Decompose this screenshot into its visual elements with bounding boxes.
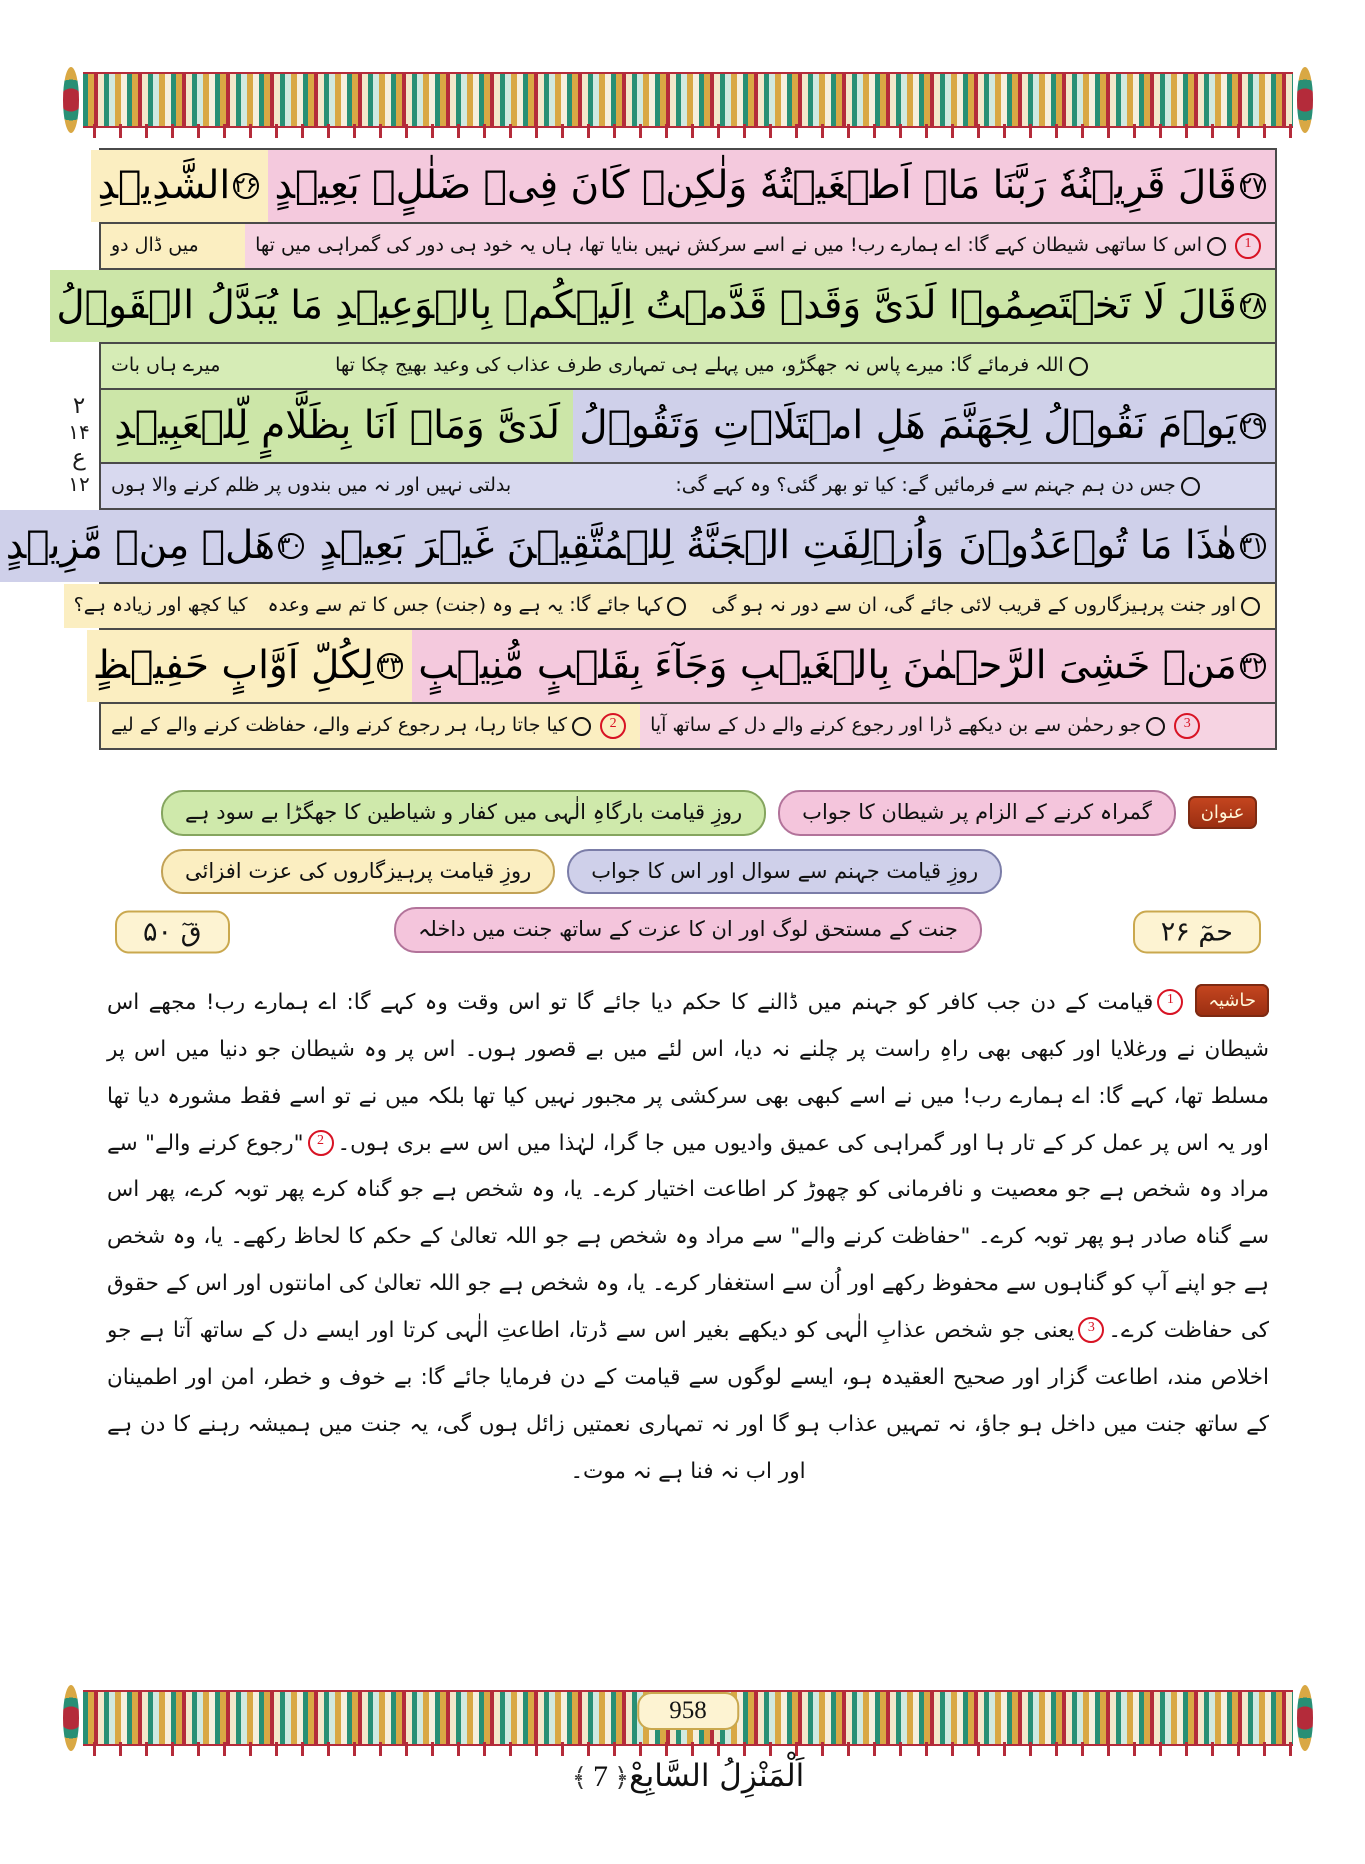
arabic-verse-tail-text: لِكُلِّ اَوَّابٍ حَفِيۡظٍ bbox=[92, 642, 374, 688]
arabic-verse-tail-text: هَلۡ مِنۡ مَّزِيۡدٍ bbox=[5, 522, 276, 568]
urdu-translation-segment bbox=[640, 704, 1275, 748]
ruku-margin-markers bbox=[63, 392, 95, 497]
tafsir-block bbox=[107, 980, 1269, 1495]
footnote-marker-icon[interactable]: 3 bbox=[1174, 713, 1200, 739]
ayah-stop-icon bbox=[1181, 477, 1200, 496]
theme-heading-pill: گمراہ کرنے کے الزام پر شیطان کا جواب bbox=[778, 790, 1176, 836]
urdu-translation-text: اللہ فرمائے گا: میرے پاس نہ جھگڑو، میں پہلے ہی تمہاری طرف عذاب کی وعید بھیج چکا تھا bbox=[335, 354, 1064, 377]
page-number-badge: 958 bbox=[637, 1692, 739, 1730]
hashiya-tag: حاشیہ bbox=[1195, 984, 1269, 1017]
theme-heading-pill: روزِ قیامت جہنم سے سوال اور اس کا جواب bbox=[567, 849, 1002, 895]
arabic-verse-tail-text: الشَّدِيۡدِ bbox=[97, 162, 231, 208]
ruku-symbol-icon: ع bbox=[72, 445, 86, 472]
arabic-verse-tail-segment bbox=[50, 270, 329, 342]
ayah-row bbox=[56, 270, 1275, 344]
footnote-marker-icon[interactable]: 2 bbox=[600, 713, 626, 739]
ruku-margin-line-4: ۱۲ bbox=[68, 472, 90, 497]
arabic-verse-text: مَنۡ خَشِىَ الرَّحۡمٰنَ بِالۡغَيۡبِ وَجَآءَ بِقَلۡبٍ مُّنِيۡبٍ bbox=[418, 642, 1237, 688]
ayah-number-badge: ۲۶ bbox=[234, 172, 258, 198]
theme-heading-pill: روزِ قیامت پرہیزگاروں کی عزت افزائی bbox=[161, 849, 555, 895]
theme-headings bbox=[161, 790, 1245, 953]
arabic-verse-tail-text: لَدَىَّ وَمَاۤ اَنَا بِظَلَّامٍ لِّلۡعَبِيۡدِ bbox=[114, 402, 561, 448]
unwan-tag: عنوان bbox=[1188, 796, 1258, 829]
urdu-translation-row bbox=[73, 584, 1275, 630]
urdu-translation-segment bbox=[245, 224, 1275, 268]
ornament-spikes-bottom bbox=[83, 1742, 1293, 1756]
urdu-translation-mid-text: کہا جائے گا: یہ ہے وہ (جنت) جس کا تم سے وعدہ bbox=[267, 594, 663, 617]
tafsir-note-3-text: یعنی جو شخص عذابِ الٰہی کو دیکھے بغیر اس سے ڈرتا، اطاعتِ الٰہی کرتا اور ایسے دل کے ساتھ آتا ہے جو اخلاص مند، اطاعت گزار اور صحیح العقیدہ ہو، ایسے لوگوں سے قیامت کے دن فرمایا جائے گا: بے خوف و خطر، امن اور اطمینان کے ساتھ جنت میں داخل ہو جاؤ، نہ تمہیں عذاب ہو گا اور نہ تمہاری نعمتیں زائل ہوں گی، یہ جنت میں ہمیشہ رہنے کا دن ہے اور اب نہ فنا ہے نہ موت۔ bbox=[107, 1318, 1269, 1484]
urdu-translation-tail-segment bbox=[101, 464, 665, 508]
para-cartouche: حمٓ ۲۶ bbox=[1133, 910, 1261, 953]
arabic-verse-extra-text: هٰذَا مَا تُوۡعَدُوۡنَ bbox=[958, 522, 1237, 568]
ayah-stop-icon bbox=[572, 717, 591, 736]
tafsir-note-1-text: قیامت کے دن جب کافر کو جہنم میں ڈالنے کا حکم دیا جائے گا تو اس وقت وہ کہے گا: اے ہمارے رب! مجھے اس شیطان نے ورغلایا اور کبھی بھی راہِ راست پر چلنے نہ دیا، اس لئے میں بے قصور ہوں۔ اس پر وہ شیطان جو دنیا میں اس پر مسلط تھا، کہے گا: اے ہمارے رب! میں نے اسے کبھی بھی سرکشی پر مجبور نہیں کیا تھا بلکہ میں نے تو اسے فقط مشورہ دیا تھا اور یہ اس پر عمل کر کے تار ہا اور گمراہی کی عمیق وادیوں میں جا گرا، لہٰذا میں اس سے بری ہوں۔ bbox=[107, 990, 1270, 1156]
ayah-number-badge: ۲۹ bbox=[1240, 412, 1264, 438]
top-ornamental-border bbox=[83, 72, 1293, 128]
ruku-margin-line-1: ۲ bbox=[72, 393, 86, 419]
arabic-verse-tail-segment bbox=[0, 510, 313, 582]
ayah-number-badge: ۳۳ bbox=[377, 652, 402, 678]
footnote-marker-icon[interactable]: 3 bbox=[1078, 1317, 1104, 1343]
urdu-translation-tail-text: کیا جاتا رہا، ہر رجوع کرنے والے، حفاظت کرنے والے کے لیے bbox=[111, 714, 568, 737]
ayah-stop-icon bbox=[1146, 717, 1165, 736]
ayah-number-badge: ۳۲ bbox=[1240, 652, 1264, 678]
urdu-translation-mid-segment bbox=[258, 584, 702, 628]
urdu-translation-row bbox=[101, 464, 1275, 510]
footnote-marker-icon[interactable]: 2 bbox=[308, 1130, 334, 1156]
urdu-translation-tail-segment bbox=[101, 704, 640, 748]
theme-heading-line bbox=[161, 790, 1245, 836]
ayah-row bbox=[5, 510, 1275, 584]
arabic-verse-tail-text: مَا يُبَدَّلُ الۡقَوۡلُ bbox=[56, 282, 324, 328]
ornament-spikes-bottom bbox=[83, 124, 1293, 138]
urdu-translation-segment bbox=[665, 464, 1275, 508]
arabic-verse-tail-segment bbox=[87, 630, 412, 702]
urdu-translation-tail-text: کیا کچھ اور زیادہ ہے؟ bbox=[73, 594, 248, 617]
urdu-translation-tail-text: بدلتی نہیں اور نہ میں بندوں پر ظلم کرنے والا ہوں bbox=[111, 474, 512, 497]
arabic-verse-tail-segment bbox=[91, 150, 268, 222]
urdu-translation-tail-segment bbox=[64, 584, 258, 628]
footnote-marker-icon[interactable]: 1 bbox=[1157, 989, 1183, 1015]
quran-page bbox=[5, 0, 1365, 1864]
arabic-verse-segment bbox=[573, 390, 1275, 462]
bracket-close-icon: ﴾ bbox=[571, 1763, 587, 1793]
ayah-number-badge: ۳۰ bbox=[278, 532, 303, 558]
arabic-verse-segment bbox=[268, 150, 1275, 222]
arabic-verse-text: يَوۡمَ نَقُوۡلُ لِجَهَنَّمَ هَلِ امۡتَلَاۡتِ وَتَقُوۡلُ bbox=[579, 402, 1237, 448]
ayah-row bbox=[97, 150, 1275, 224]
urdu-translation-text: جس دن ہم جہنم سے فرمائیں گے: کیا تو بھر گئی؟ وہ کہے گی: bbox=[675, 474, 1176, 497]
manzil-footer bbox=[11, 1758, 1365, 1794]
arabic-verse-text: وَاُزۡلِفَتِ الۡجَنَّةُ لِلۡمُتَّقِيۡنَ غَيۡرَ بَعِيۡدٍ bbox=[319, 522, 945, 568]
urdu-translation-row bbox=[101, 704, 1275, 748]
arabic-verse-tail-segment bbox=[101, 390, 573, 462]
surah-cartouche: قٓ ۵۰ bbox=[115, 910, 230, 953]
tafsir-note-2-text: "رجوع کرنے والے" سے مراد وہ شخص ہے جو معصیت و نافرمانی کو چھوڑ کر اطاعت اختیار کرے۔ یا، وہ شخص ہے جو گناہ کرے پھر توبہ کرے، پھر اس سے گناہ صادر ہو پھر توبہ کرے۔ "حفاظت کرنے والے" سے مراد وہ شخص ہے جو اللہ تعالیٰ کے حکم کا لحاظ رکھے۔ یا، وہ شخص ہے جو اپنے آپ کو گناہوں سے محفوظ رکھے اور اُن سے استغفار کرے۔ یا، وہ شخص ہے جو اللہ تعالیٰ کی امانتوں اور اس کے حقوق کی حفاظت کرے۔ bbox=[107, 1130, 1269, 1344]
ayah-row bbox=[92, 630, 1275, 704]
manzil-number: 7 bbox=[592, 1760, 608, 1793]
urdu-translation-text: اس کا ساتھی شیطان کہے گا: اے ہمارے رب! میں نے اسے سرکش نہیں بنایا تھا، ہاں یہ خود ہی دور کی گمراہی میں تھا bbox=[255, 234, 1202, 257]
urdu-translation-text: جو رحمٰن سے بن دیکھے ڈرا اور رجوع کرنے والے دل کے ساتھ آیا bbox=[650, 714, 1142, 737]
ayah-row bbox=[101, 390, 1275, 464]
bracket-open-icon: ﴿ bbox=[613, 1763, 630, 1793]
ayah-number-badge: ۳۱ bbox=[1240, 532, 1264, 558]
urdu-translation-segment bbox=[701, 584, 1275, 628]
manzil-label: اَلْمَنْزِلُ السَّابِعْ bbox=[629, 1758, 805, 1794]
footnote-marker-icon[interactable]: 1 bbox=[1235, 233, 1261, 259]
urdu-translation-text: اور جنت پرہیزگاروں کے قریب لائی جائے گی، ان سے دور نہ ہو گی bbox=[711, 594, 1236, 617]
ayah-stop-icon bbox=[1069, 357, 1088, 376]
ayah-number-badge: ۲۷ bbox=[1240, 172, 1264, 198]
theme-heading-line bbox=[161, 849, 1215, 895]
ayah-number-badge: ۲۸ bbox=[1240, 292, 1264, 318]
theme-heading-pill: روزِ قیامت بارگاہِ الٰہی میں کفار و شیاطین کا جھگڑا بے سود ہے bbox=[161, 790, 766, 836]
arabic-verse-segment bbox=[313, 510, 1275, 582]
urdu-translation-tail-segment bbox=[101, 224, 245, 268]
ruku-margin-line-2: ۱۴ bbox=[68, 420, 90, 445]
arabic-verse-text: قَالَ لَا تَخۡتَصِمُوۡا لَدَىَّ وَقَدۡ قَدَّمۡتُ اِلَيۡكُمۡ بِالۡوَعِيۡدِ bbox=[335, 282, 1237, 328]
urdu-translation-segment bbox=[325, 344, 1275, 388]
ayah-stop-icon bbox=[1207, 237, 1226, 256]
ayah-stop-icon bbox=[667, 597, 686, 616]
ayah-stop-icon bbox=[1241, 597, 1260, 616]
urdu-translation-row bbox=[101, 224, 1275, 270]
theme-heading-pill: جنت کے مستحق لوگ اور ان کا عزت کے ساتھ جنت میں داخلہ bbox=[394, 907, 982, 953]
theme-heading-line bbox=[161, 907, 1215, 953]
urdu-translation-row bbox=[101, 344, 1275, 390]
ornament-spikes-top bbox=[83, 62, 1293, 76]
urdu-translation-tail-text: میں ڈال دو bbox=[111, 234, 199, 257]
urdu-translation-tail-text: میرے ہاں بات bbox=[111, 354, 221, 377]
arabic-verse-segment bbox=[329, 270, 1275, 342]
urdu-translation-tail-segment bbox=[101, 344, 325, 388]
arabic-verse-segment bbox=[412, 630, 1275, 702]
arabic-verse-text: قَالَ قَرِيۡنُهٗ رَبَّنَا مَاۤ اَطۡغَيۡتُهٗ وَلٰكِنۡ كَانَ فِىۡ ضَلٰلٍۢ بَعِيۡدٍ bbox=[274, 162, 1237, 208]
